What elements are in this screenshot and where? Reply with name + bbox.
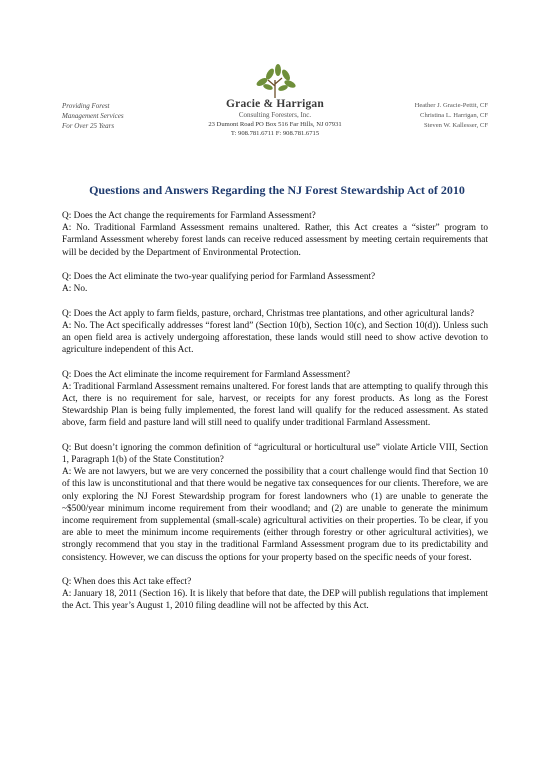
tree-logo-icon bbox=[250, 62, 300, 100]
question: Q: Does the Act apply to farm fields, pasture, orchard, Christmas tree plantations, and other agricultural lands? bbox=[62, 308, 475, 319]
question: Q: Does the Act eliminate the two-year qualifying period for Farmland Assessment? bbox=[62, 272, 376, 282]
person-name: Christina L. Harrigan, CF bbox=[420, 112, 488, 119]
qa-item bbox=[62, 308, 488, 357]
letterhead-center bbox=[200, 98, 350, 138]
qa-item bbox=[62, 271, 488, 295]
person-name: Heather J. Gracie-Pettit, CF bbox=[414, 102, 488, 109]
tagline-line: For Over 25 Years bbox=[62, 122, 115, 130]
answer: A: No. Traditional Farmland Assessment remains unaltered. Rather, this Act creates a “sister” program to Farmland Assessment whereby forest lands can receive reduced assessment by meeting certain requirements that will be decided by the Department of Environmental Protection. bbox=[62, 223, 488, 258]
question: Q: Does the Act eliminate the income requirement for Farmland Assessment? bbox=[62, 369, 351, 380]
answer: A: Traditional Farmland Assessment remains unaltered. For forest lands that are attempting to qualify through this Act, there is no requirement for sale, harvest, or receipts for any forest products. As long as the Forest Stewardship Plan is being fully implemented, the forest land will qualify for the reduced assessment. As stated above, farm field and pasture land will still need to qualify under traditional Farmland Assessment. bbox=[62, 381, 488, 429]
question: Q: But doesn’t ignoring the common definition of “agricultural or horticultural use” violate Article VIII, Section 1, Paragraph 1(b) of the State Constitution? bbox=[62, 442, 488, 465]
question: Q: Does the Act change the requirements for Farmland Assessment? bbox=[62, 211, 316, 221]
qa-item bbox=[62, 369, 488, 430]
company-brand: Gracie & Harrigan bbox=[226, 98, 324, 110]
company-subtitle: Consulting Foresters, Inc. bbox=[238, 111, 312, 119]
person-name: Steven W. Kallesser, CF bbox=[423, 122, 488, 129]
qa-item bbox=[62, 442, 488, 564]
qa-item bbox=[62, 576, 488, 613]
document-title: Questions and Answers Regarding the NJ Forest Stewardship Act of 2010 bbox=[89, 183, 465, 197]
tagline-line: Management Services bbox=[62, 112, 124, 120]
answer: A: No. The Act specifically addresses “forest land” (Section 10(b), Section 10(c), and Section 10(d)). Unless such an open field area is actively undergoing afforestation, these lands would still need to show active devotion to agriculture independent of this Act. bbox=[62, 320, 488, 356]
question: Q: When does this Act take effect? bbox=[62, 577, 192, 588]
qa-item bbox=[62, 210, 488, 259]
company-phone: T: 908.781.6711 F: 908.781.6715 bbox=[230, 130, 320, 137]
answer: A: We are not lawyers, but we are very concerned the possibility that a court challenge would find that Section 10 of this law is unconstitutional and that there would be negative tax consequences for our clients. Therefore, we are only exploring the NJ Forest Stewardship program for forest landowners who (1) are unable to generate the ~$500/year minimum income requirement from their woodland; and (2) are unable to generate the minimum income requirement from supplemental (small-scale) agricultural activities on their properties. To be clear, if you are able to meet the minimum income requirements (either through forestry or other agricultural activities), we strongly recommend that you stay in the traditional Farmland Assessment program due to its predictability and consistency. However, we can discuss the options for your property based on the specific needs of your forest. bbox=[62, 467, 488, 563]
answer: A: No. bbox=[62, 284, 88, 295]
company-address: 23 Dumont Road PO Box 516 Far Hills, NJ 07931 bbox=[208, 121, 342, 128]
tagline-line: Providing Forest bbox=[62, 102, 110, 110]
letterhead-tagline bbox=[62, 101, 182, 131]
letterhead-people bbox=[358, 101, 488, 131]
answer: A: January 18, 2011 (Section 16). It is likely that before that date, the DEP will publish regulations that implement the Act. This year’s August 1, 2010 filing deadline will not be affected by this Act. bbox=[62, 589, 488, 612]
qa-list bbox=[62, 210, 488, 625]
